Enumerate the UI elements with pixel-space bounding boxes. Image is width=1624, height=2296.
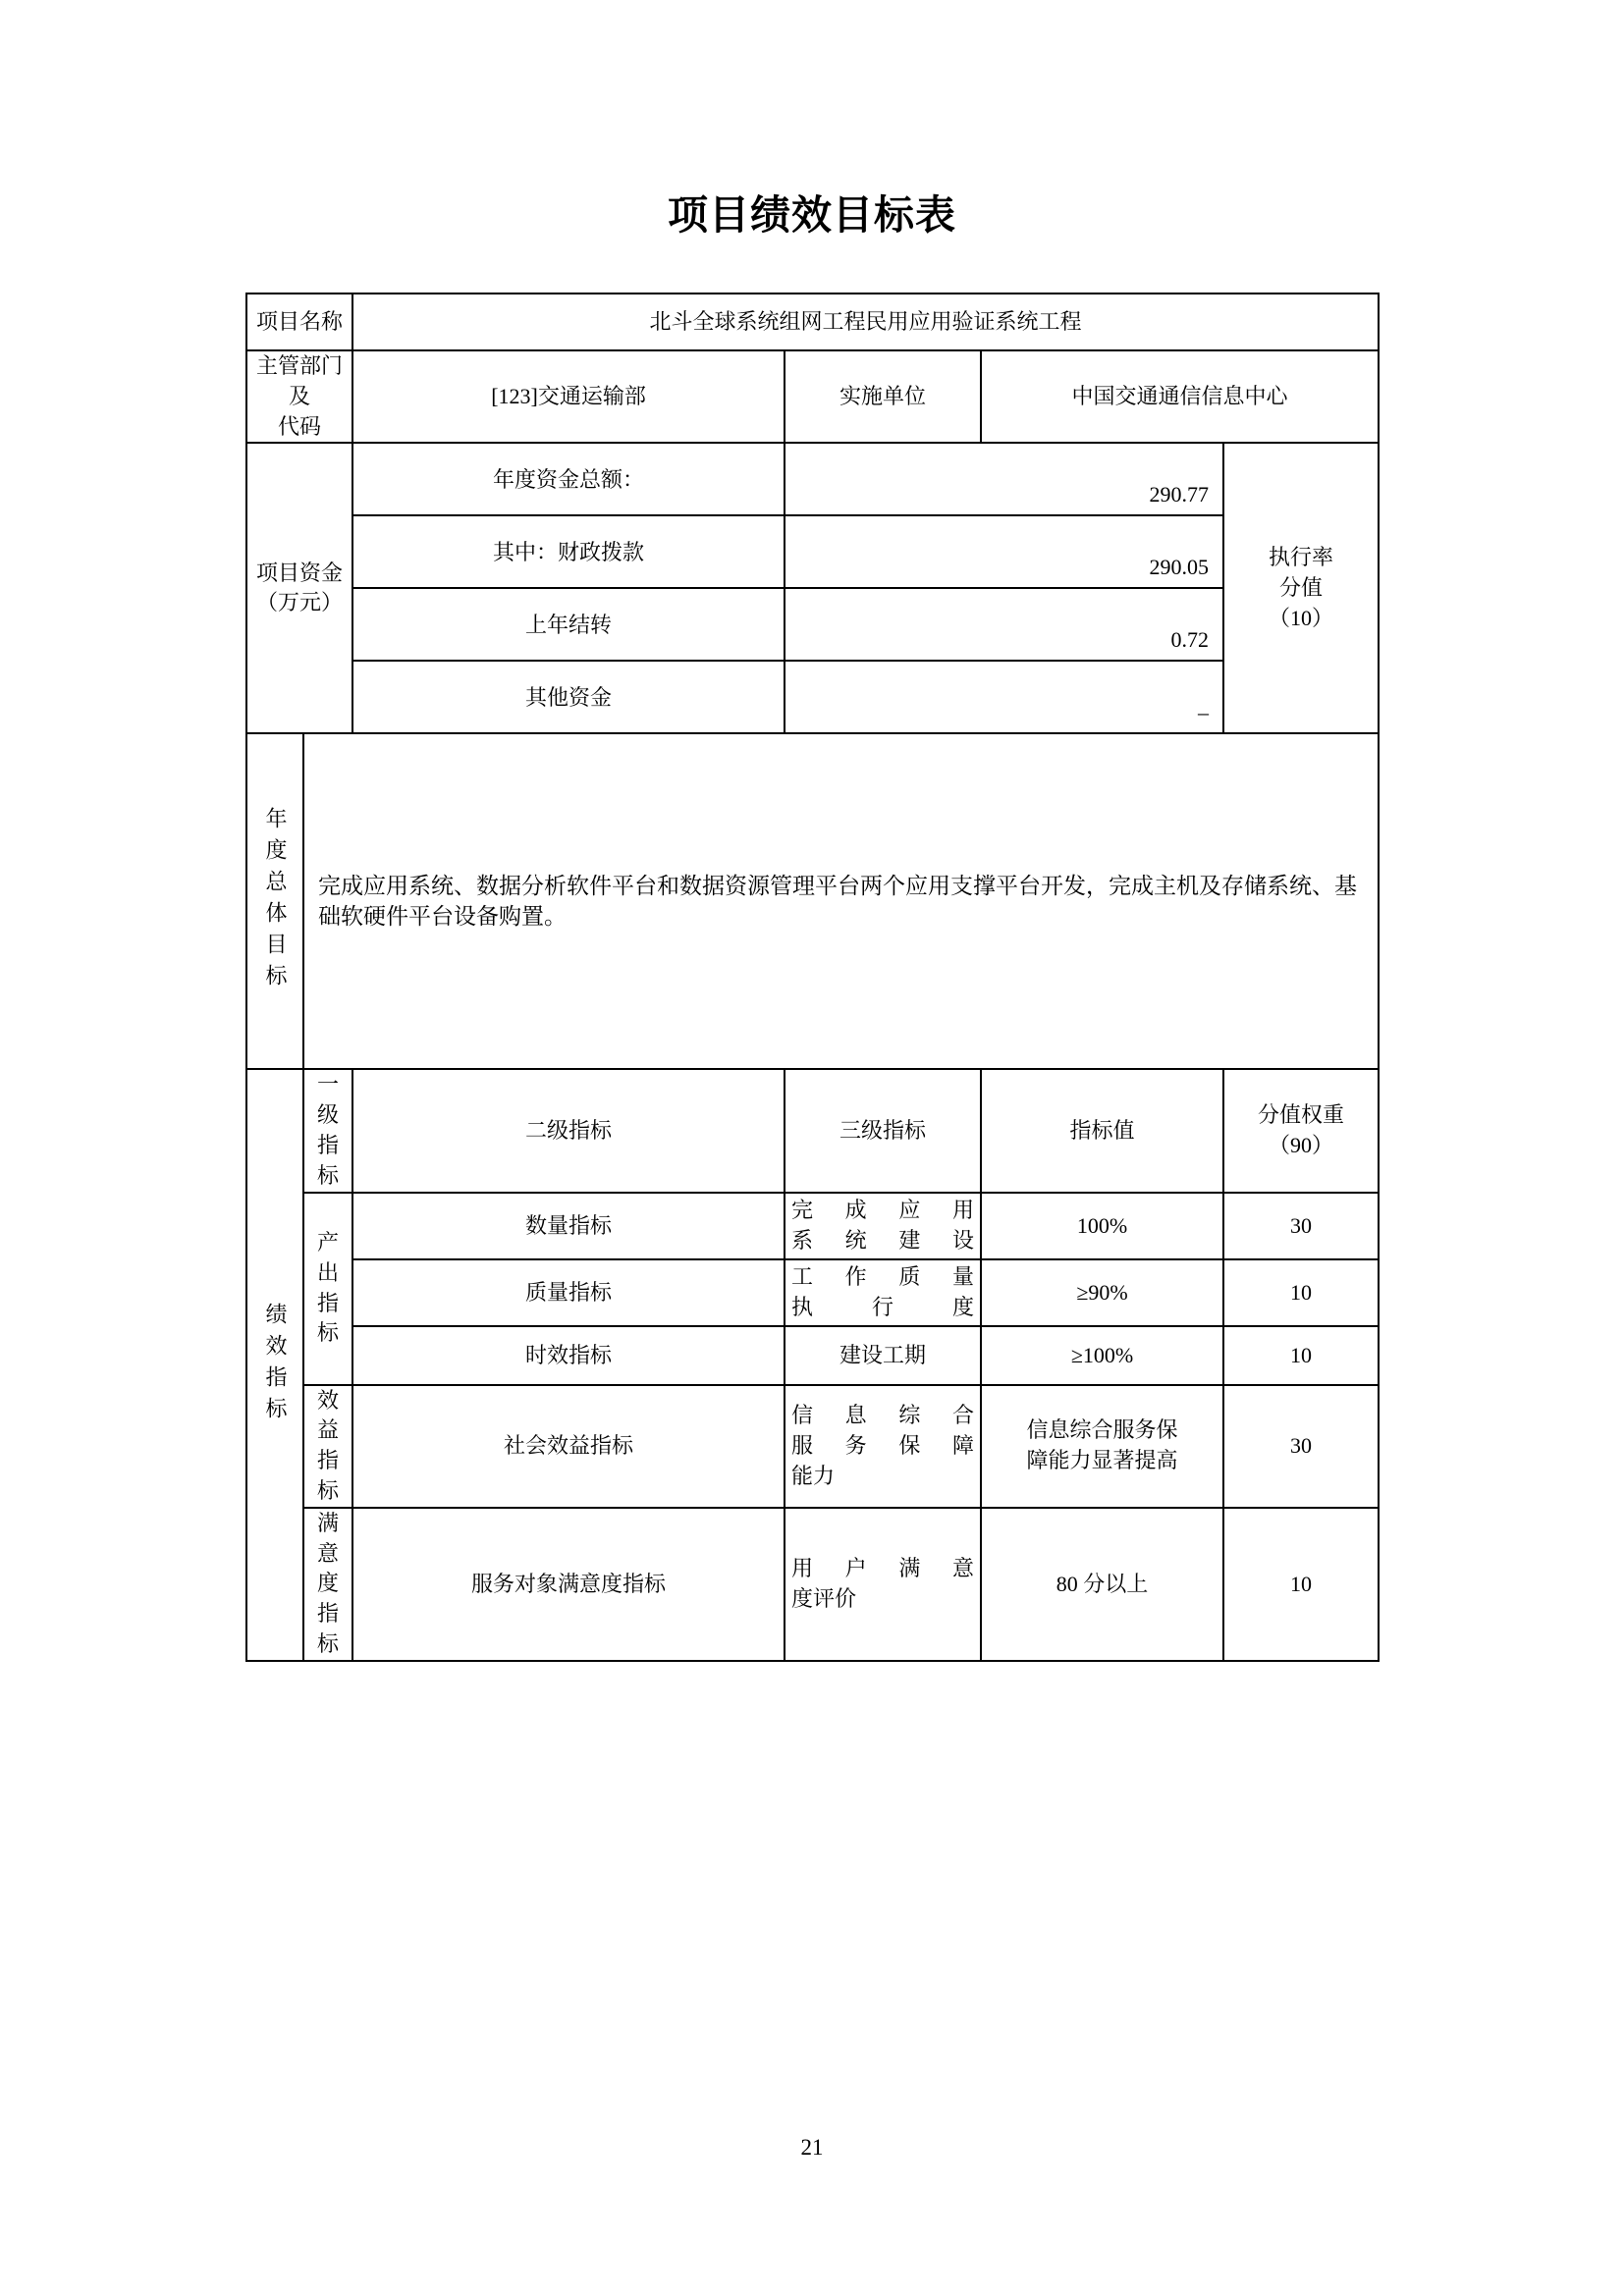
- page-number: 21: [800, 2135, 824, 2160]
- indicator-value: 100%: [981, 1193, 1223, 1259]
- unit-label: 实施单位: [785, 350, 981, 443]
- header-level2: 二级指标: [352, 1069, 785, 1192]
- indicator-value: ≥90%: [981, 1259, 1223, 1326]
- table-row-indicator: [246, 1259, 1379, 1326]
- indicator-level3: 完成应用 系统建设: [785, 1193, 981, 1259]
- header-level1: 一级 指标: [303, 1069, 352, 1192]
- table-row-funding-other: [246, 661, 1379, 733]
- indicator-level2: 数量指标: [352, 1193, 785, 1259]
- table-row-project-name: [246, 294, 1379, 350]
- funding-label: 项目资金 （万元）: [246, 443, 352, 733]
- table-row-department: [246, 350, 1379, 443]
- indicator-level2: 社会效益指标: [352, 1385, 785, 1508]
- indicator-weight: 10: [1223, 1508, 1379, 1661]
- indicator-level3: 建设工期: [785, 1326, 981, 1385]
- indicator-level3: 用户满意 度评价: [785, 1508, 981, 1661]
- page-title: 项目绩效目标表: [668, 191, 956, 239]
- performance-goal-table: [245, 293, 1380, 1662]
- indicator-weight: 30: [1223, 1385, 1379, 1508]
- project-name-label: 项目名称: [246, 294, 352, 350]
- funding-row-label: 其中：财政拨款: [352, 515, 785, 588]
- table-row-indicator: [246, 1326, 1379, 1385]
- table-row-indicator: [246, 1385, 1379, 1508]
- project-name-value: 北斗全球系统组网工程民用应用验证系统工程: [352, 294, 1379, 350]
- funding-row-value: –: [785, 661, 1223, 733]
- funding-row-label: 上年结转: [352, 588, 785, 661]
- annual-goal-text: 完成应用系统、数据分析软件平台和数据资源管理平台两个应用支撑平台开发，完成主机及存储系统、基础软硬件平台设备购置。: [303, 733, 1379, 1069]
- execution-rate-score: 执行率 分值 （10）: [1223, 443, 1379, 733]
- table-row-funding-fiscal: [246, 515, 1379, 588]
- indicator-weight: 10: [1223, 1259, 1379, 1326]
- table-row-funding-carryover: [246, 588, 1379, 661]
- indicator-level3: 信息综合 服务保障 能力: [785, 1385, 981, 1508]
- table-row-indicator: [246, 1508, 1379, 1661]
- indicator-level3: 工作质量 执行度: [785, 1259, 981, 1326]
- indicator-level1: 满意度 指标: [303, 1508, 352, 1661]
- indicator-level2: 质量指标: [352, 1259, 785, 1326]
- table-row-indicator: [246, 1193, 1379, 1259]
- header-value: 指标值: [981, 1069, 1223, 1192]
- header-level3: 三级指标: [785, 1069, 981, 1192]
- indicator-level1: 产出 指标: [303, 1193, 352, 1385]
- funding-row-value: 290.05: [785, 515, 1223, 588]
- funding-row-label: 其他资金: [352, 661, 785, 733]
- department-label: 主管部门及 代码: [246, 350, 352, 443]
- table-row-annual-goal: [246, 733, 1379, 1069]
- indicator-level2: 时效指标: [352, 1326, 785, 1385]
- header-weight: 分值权重 （90）: [1223, 1069, 1379, 1192]
- department-value: [123]交通运输部: [352, 350, 785, 443]
- funding-row-value: 0.72: [785, 588, 1223, 661]
- indicator-value: ≥100%: [981, 1326, 1223, 1385]
- indicator-weight: 30: [1223, 1193, 1379, 1259]
- table-row-funding-total: [246, 443, 1379, 515]
- table-row-indicator-header: [246, 1069, 1379, 1192]
- funding-row-value: 290.77: [785, 443, 1223, 515]
- indicator-value: 80 分以上: [981, 1508, 1223, 1661]
- funding-row-label: 年度资金总额：: [352, 443, 785, 515]
- unit-value: 中国交通通信信息中心: [981, 350, 1379, 443]
- indicator-weight: 10: [1223, 1326, 1379, 1385]
- indicator-level2: 服务对象满意度指标: [352, 1508, 785, 1661]
- indicator-value: 信息综合服务保 障能力显著提高: [981, 1385, 1223, 1508]
- indicator-level1: 效益 指标: [303, 1385, 352, 1508]
- indicators-label: 绩效指标: [246, 1069, 303, 1660]
- annual-goal-label: 年度总体目标: [246, 733, 303, 1069]
